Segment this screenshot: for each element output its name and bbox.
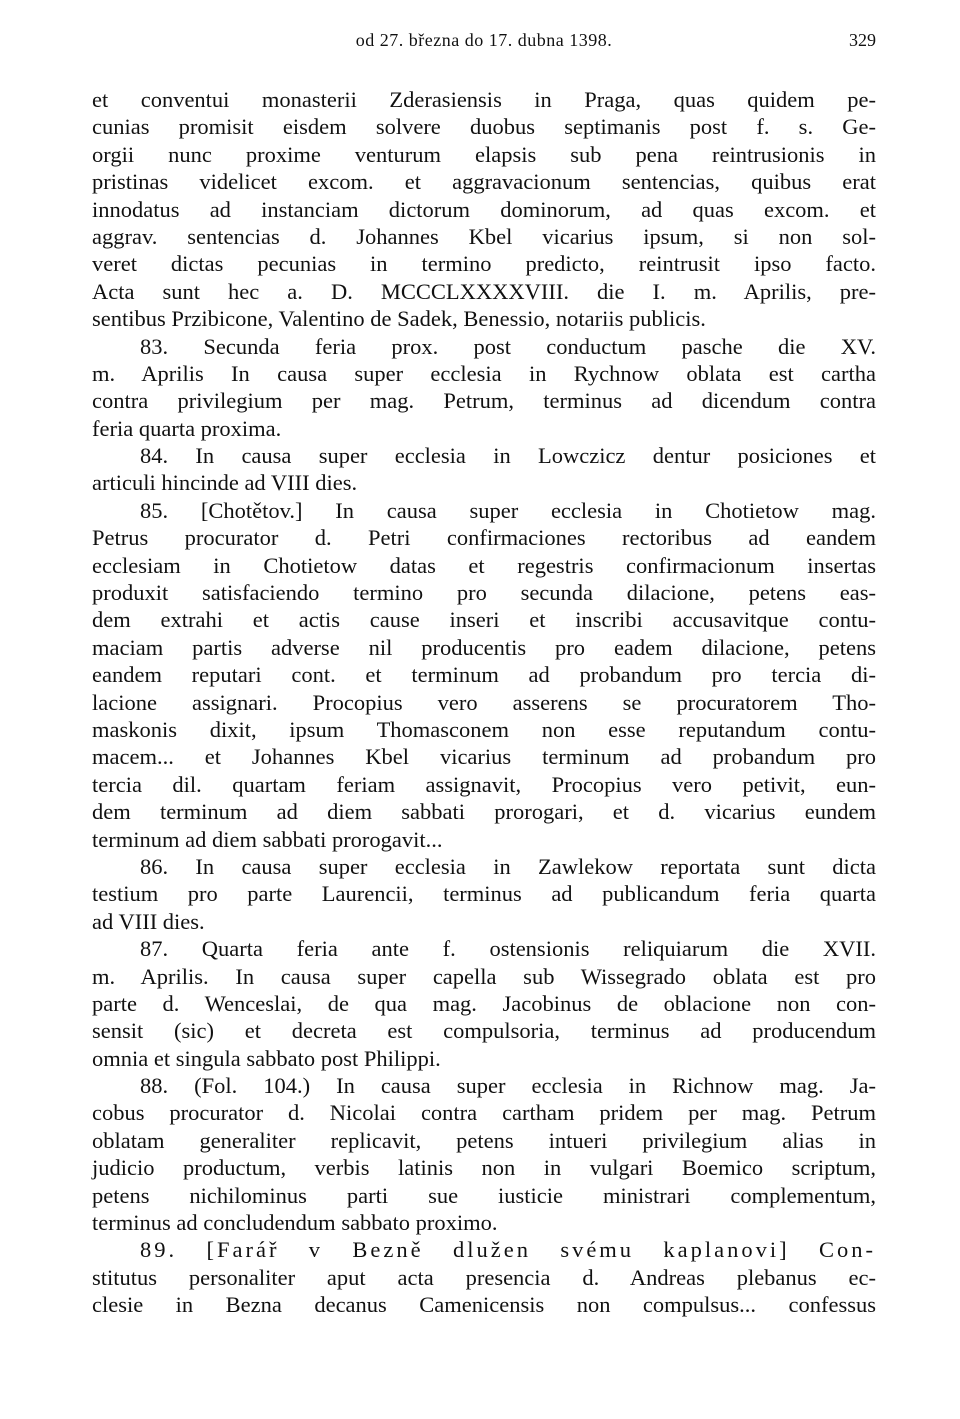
text-line: sentibus Przibicone, Valentino de Sadek, Benessio, notariis publicis. [92,306,706,332]
text-line: maciam partis adverse nil producentis pro eadem dilacione, petens [92,634,876,660]
text-line: stitutus personaliter aput acta presencia d. Andreas plebanus ec- [92,1264,876,1290]
text-line: 84. In causa super ecclesia in Lowczicz dentur posiciones et [140,443,876,469]
text-line: dem extrahi et actis cause inseri et inscribi accusavitque contu- [92,607,876,633]
text-line: macem... et Johannes Kbel vicarius terminum ad probandum pro [92,744,876,770]
text-line: oblatam generaliter replicavit, petens intueri privilegium alias in [92,1127,876,1153]
text-line: ecclesiam in Chotietow datas et regestris confirmacionum insertas [92,552,876,578]
page-header [92,30,876,54]
text-line: orgii nunc proxime venturum elapsis sub pena reintrusionis in [92,141,876,167]
text-line: tercia dil. quartam feriam assignavit, Procopius vero petivit, eun- [92,771,876,797]
text-line: lacione assignari. Procopius vero asserens se procuratorem Tho- [92,689,876,715]
text-line: judicio productum, verbis latinis non in vulgari Boemico scriptum, [92,1155,876,1181]
text-line: contra privilegium per mag. Petrum, terminus ad dicendum contra [92,388,876,414]
text-line: m. Aprilis. In causa super capella sub Wissegrado oblata est pro [92,963,876,989]
text-line: terminus ad concludendum sabbato proximo. [92,1210,498,1236]
text-line: 88. (Fol. 104.) In causa super ecclesia in Richnow mag. Ja- [140,1073,876,1099]
text-line: m. Aprilis In causa super ecclesia in Rychnow oblata est cartha [92,360,876,386]
text-line: aggrav. sentencias d. Johannes Kbel vicarius ipsum, si non sol- [92,223,876,249]
text-line: 89. [Farář v Bezně dlužen svému kaplanovi] Con- [140,1237,876,1263]
text-line: articuli hincinde ad VIII dies. [92,470,358,496]
text-line: parte d. Wenceslai, de qua mag. Jacobinus de oblacione non con- [92,990,876,1016]
text-line: cobus procurator d. Nicolai contra cartham pridem per mag. Petrum [92,1100,876,1126]
text-line: petens nichilominus parti sue iusticie ministrari complementum, [92,1182,876,1208]
text-line: pristinas videlicet excom. et aggravacionum sentencias, quibus erat [92,169,876,195]
text-line: ad VIII dies. [92,908,205,934]
text-line: 85. [Chotětov.] In causa super ecclesia in Chotietow mag. [140,497,876,523]
text-line: feria quarta proxima. [92,415,282,441]
text-line: 86. In causa super ecclesia in Zawlekow reportata sunt dicta [140,853,876,879]
text-line: veret dictas pecunias in termino predicto, reintrusit ipso facto. [92,251,876,277]
text-line: 87. Quarta feria ante f. ostensionis reliquiarum die XVII. [140,936,876,962]
text-line: cunias promisit eisdem solvere duobus septimanis post f. s. Ge- [92,114,876,140]
text-line: maskonis dixit, ipsum Thomasconem non esse reputandum contu- [92,716,876,742]
running-head: od 27. března do 17. dubna 1398. [355,30,613,50]
text-line: dem terminum ad diem sabbati prorogari, et d. vicarius eundem [92,799,876,825]
text-line: Acta sunt hec a. D. MCCCLXXXXVIII. die I. m. Aprilis, pre- [92,278,876,304]
text-line: produxit satisfaciendo termino pro secunda dilacione, petens eas- [92,580,876,606]
text-line: testium pro parte Laurencii, terminus ad publicandum feria quarta [92,881,876,907]
text-line: sensit (sic) et decreta est compulsoria, terminus ad producendum [92,1018,876,1044]
text-line: terminum ad diem sabbati prorogavit... [92,826,443,852]
text-line: et conventui monasterii Zderasiensis in Praga, quas quidem pe- [92,87,876,112]
document-text-body [92,86,876,1319]
text-line: Petrus procurator d. Petri confirmaciones rectoribus ad eandem [92,525,876,551]
text-line: eandem reputari cont. et terminum ad probandum pro tercia di- [92,662,876,688]
text-line: innodatus ad instanciam dictorum dominorum, ad quas excom. et [92,196,876,222]
text-line: omnia et singula sabbato post Philippi. [92,1045,441,1071]
text-line: 83. Secunda feria prox. post conductum pasche die XV. [140,333,876,359]
text-line: clesie in Bezna decanus Camenicensis non compulsus... confessus [92,1292,876,1318]
page-number: 329 [849,30,876,50]
